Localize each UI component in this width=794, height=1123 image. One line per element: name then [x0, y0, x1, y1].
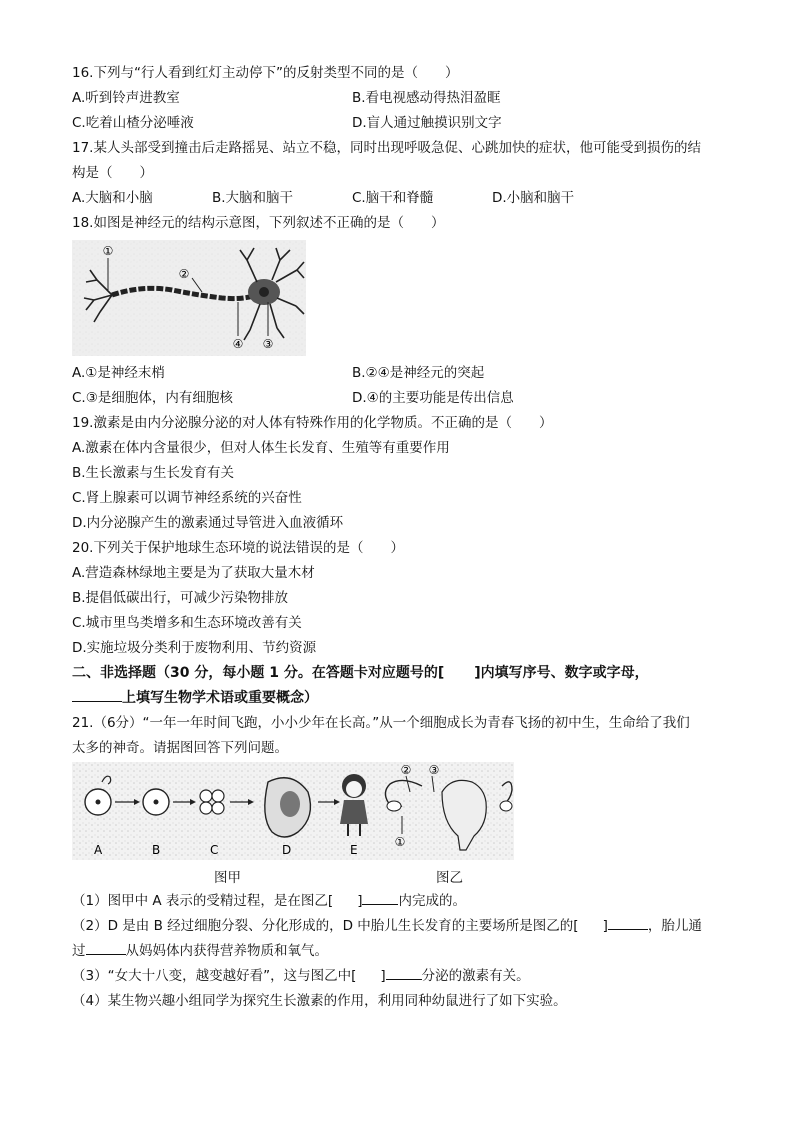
q18-option-a: A.①是神经末梢	[72, 365, 165, 381]
answer-blank	[386, 967, 422, 980]
stage-label-d: D	[282, 843, 292, 857]
q19-option-d: D.内分泌腺产生的激素通过导管进入血液循环	[72, 515, 344, 531]
q16-option-c: C.吃着山楂分泌唾液	[72, 115, 194, 131]
q21-sub1	[72, 892, 466, 910]
fig-b-label-1: ①	[394, 835, 406, 849]
q16-stem: 16.下列与“行人看到红灯主动停下”的反射类型不同的是（ ）	[72, 65, 459, 81]
q21-sub3	[72, 967, 530, 985]
q20-option-a: A.营造森林绿地主要是为了获取大量木材	[72, 565, 315, 581]
development-figure	[72, 762, 514, 860]
q21-intro-line1: 21.（6分）“一年一年时间飞跑，小小少年在长高。”从一个细胞成长为青春飞扬的初中生，生命给了我们	[72, 715, 690, 731]
q17-stem-line1: 17.某人头部受到撞击后走路摇晃、站立不稳，同时出现呼吸急促、心跳加快的症状，他可能受到损伤的结	[72, 140, 701, 156]
q16-option-a: A.听到铃声进教室	[72, 90, 180, 106]
q17-stem-line2: 构是（ ）	[72, 165, 153, 181]
figure-b-caption: 图乙	[436, 870, 463, 886]
q21-sub2	[72, 917, 702, 935]
q21-sub4: （4）某生物兴趣小组同学为探究生长激素的作用，利用同种幼鼠进行了如下实验。	[72, 993, 567, 1009]
q21-sub3-text-b: ]	[380, 968, 386, 984]
neuron-label-1: ①	[102, 244, 114, 258]
neuron-label-4: ④	[232, 337, 244, 351]
q21-sub2-text-c: ，胎儿通	[647, 918, 702, 934]
neuron-label-2: ②	[178, 267, 190, 281]
q20-option-d: D.实施垃圾分类利于废物利用、节约资源	[72, 640, 317, 656]
stage-label-c: C	[210, 843, 219, 857]
q21-sub3-text-a: （3）“女大十八变，越变越好看”，这与图乙中[	[72, 968, 357, 984]
q16-option-d: D.盲人通过触摸识别文字	[352, 115, 502, 131]
q21-sub2-text-e: 从妈妈体内获得营养物质和氧气。	[125, 943, 328, 959]
neuron-figure	[72, 240, 306, 356]
q19-option-a: A.激素在体内含量很少，但对人体生长发育、生殖等有重要作用	[72, 440, 450, 456]
answer-blank	[86, 942, 126, 955]
stage-label-a: A	[94, 843, 103, 857]
q19-option-c: C.肾上腺素可以调节神经系统的兴奋性	[72, 490, 302, 506]
q21-intro-line2: 太多的神奇。请据图回答下列问题。	[72, 740, 288, 756]
blank-underline	[72, 689, 122, 702]
q17-option-d: D.小脑和脑干	[492, 190, 575, 206]
section2-heading-line1	[72, 664, 649, 682]
answer-blank	[362, 892, 398, 905]
q18-option-b: B.②④是神经元的突起	[352, 365, 485, 381]
q21-sub1-text-c: 内完成的。	[398, 893, 466, 909]
neuron-label-3: ③	[262, 337, 274, 351]
stage-label-b: B	[152, 843, 161, 857]
q21-sub3-text-c: 分泌的激素有关。	[421, 968, 530, 984]
q21-sub2-text-b: ]	[602, 918, 608, 934]
q20-stem: 20.下列关于保护地球生态环境的说法错误的是（ ）	[72, 540, 404, 556]
q17-option-a: A.大脑和小脑	[72, 190, 153, 206]
q21-sub2-text-a: （2）D 是由 B 经过细胞分裂、分化形成的，D 中胎儿生长发育的主要场所是图乙的[	[72, 918, 579, 934]
q19-stem: 19.激素是由内分泌腺分泌的对人体有特殊作用的化学物质。不正确的是（ ）	[72, 415, 553, 431]
q21-sub2-cont	[72, 942, 328, 960]
q21-sub2-text-d: 过	[72, 943, 86, 959]
figure-a-caption: 图甲	[214, 870, 241, 886]
q18-stem: 18.如图是神经元的结构示意图，下列叙述不正确的是（ ）	[72, 215, 445, 231]
section2-heading-line2	[72, 689, 318, 707]
section2-heading-part2: ]内填写序号、数字或字母，	[474, 665, 649, 681]
q16-option-b: B.看电视感动得热泪盈眶	[352, 90, 501, 106]
section2-heading-part3: 上填写生物学术语或重要概念）	[122, 690, 318, 706]
fig-b-label-2: ②	[400, 763, 412, 777]
q20-option-c: C.城市里鸟类增多和生态环境改善有关	[72, 615, 302, 631]
section2-heading-part1: 二、非选择题（30 分，每小题 1 分。在答题卡对应题号的[	[72, 665, 445, 681]
q17-option-b: B.大脑和脑干	[212, 190, 294, 206]
q17-option-c: C.脑干和脊髓	[352, 190, 434, 206]
answer-blank	[608, 917, 648, 930]
stage-label-e: E	[350, 843, 358, 857]
q19-option-b: B.生长激素与生长发育有关	[72, 465, 235, 481]
q18-option-d: D.④的主要功能是传出信息	[352, 390, 514, 406]
q18-option-c: C.③是细胞体，内有细胞核	[72, 390, 233, 406]
fig-b-label-3: ③	[428, 763, 440, 777]
q21-sub1-text-a: （1）图甲中 A 表示的受精过程，是在图乙[	[72, 893, 334, 909]
q21-sub1-text-b: ]	[357, 893, 363, 909]
q20-option-b: B.提倡低碳出行，可减少污染物排放	[72, 590, 289, 606]
